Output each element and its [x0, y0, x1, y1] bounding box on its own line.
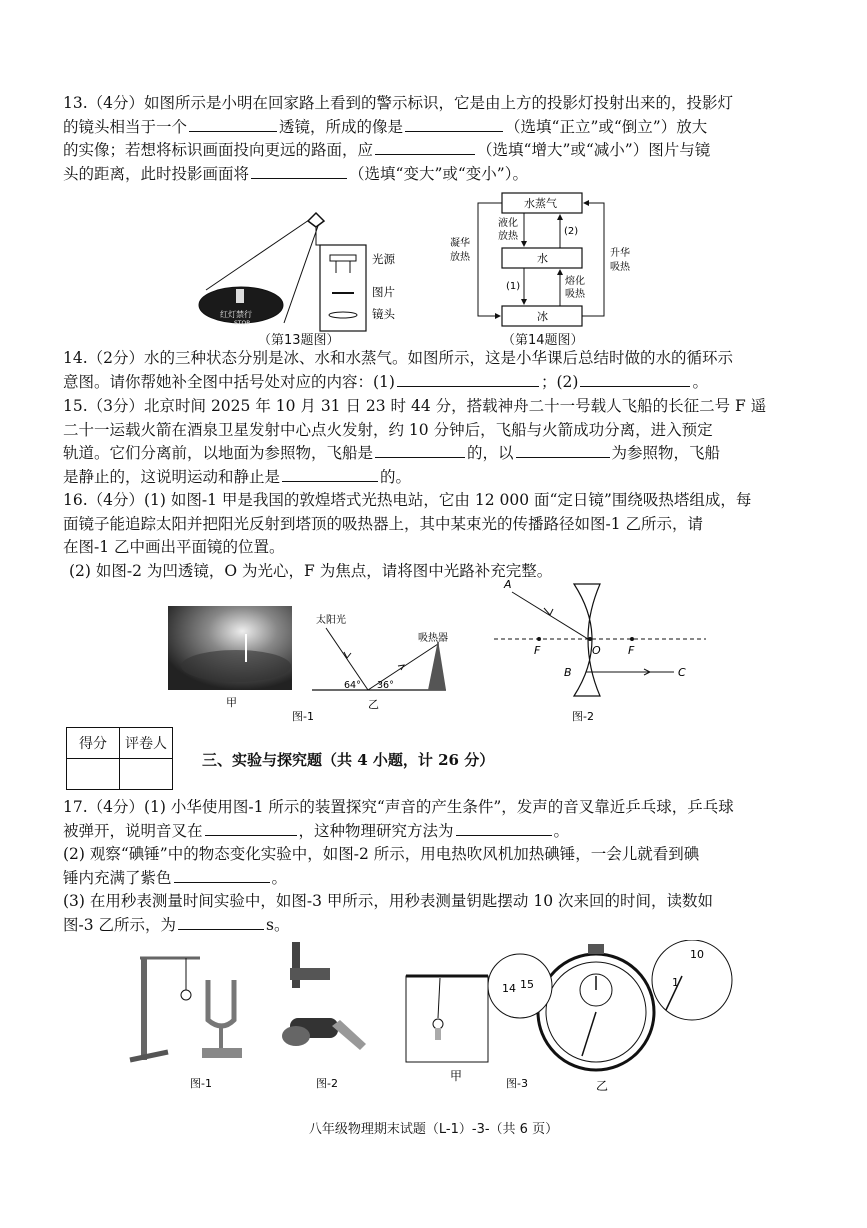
label-absorb1: 吸热	[565, 289, 585, 300]
blank[interactable]	[205, 821, 297, 836]
grader-header: 评卷人	[120, 728, 173, 759]
label-17-jia: 甲	[450, 1069, 463, 1083]
blank[interactable]	[580, 372, 690, 387]
q17-line6: 图-3 乙所示，为 s。	[63, 915, 290, 934]
label-slide: 图片	[372, 285, 395, 299]
box-ice: 冰	[537, 310, 548, 323]
dial-1: 1	[672, 976, 679, 989]
q14-line1: 14.（2分）水的三种状态分别是冰、水和水蒸气。如图所示，这是小华课后总结时做的水的循环示	[63, 349, 734, 367]
point-C: C	[678, 666, 686, 679]
q16-line3: 在图-1 乙中画出平面镜的位置。	[63, 538, 285, 556]
box-water: 水	[537, 252, 548, 265]
question-17	[63, 796, 823, 937]
q17-line1: 17.（4分）(1) 小华使用图-1 所示的装置探究“声音的产生条件”，发声的音叉靠近乒乓球，乒乓球	[63, 798, 734, 816]
q15-line2: 二十一运载火箭在酒泉卫星发射中心点火发射，约 10 分钟后，飞船与火箭成功分离，进入预定	[63, 420, 713, 439]
question-16	[63, 489, 823, 583]
point-A: A	[504, 578, 512, 591]
label-absorber: 吸热器	[418, 633, 448, 644]
score-header: 得分	[67, 728, 120, 759]
blank[interactable]	[375, 443, 465, 458]
focus-right: F	[628, 644, 635, 657]
figure-16-2	[494, 578, 714, 724]
question-15	[63, 395, 823, 489]
q14-line2: 意图。请你帮她补全图中括号处对应的内容：(1) ；(2) 。	[63, 372, 708, 391]
blank[interactable]	[516, 443, 610, 458]
caption-13: （第13题图）	[258, 333, 340, 348]
angle-36: 36°	[377, 680, 394, 691]
angle-64: 64°	[344, 680, 361, 691]
label-sunlight: 太阳光	[316, 615, 346, 626]
question-13	[63, 92, 823, 186]
label-deposition: 凝华	[450, 238, 470, 249]
q13-line4: 头的距离，此时投影画面将 （选填“变大”或“变小”）。	[63, 164, 528, 183]
q16-line2: 面镜子能追踪太阳并把阳光反射到塔顶的吸热器上，其中某束光的传播路径如图-1 乙所示，请	[63, 514, 704, 533]
q15-line4: 是静止的，这说明运动和静止是 的。	[63, 467, 412, 486]
blank[interactable]	[189, 117, 277, 132]
figure-17	[110, 940, 790, 1095]
blank[interactable]	[174, 868, 270, 883]
bracket-1: (1)	[506, 281, 521, 292]
q15-line3: 轨道。它们分离前，以地面为参照物，飞船是 的，以 为参照物，飞船	[63, 444, 721, 462]
label-absorb2: 吸热	[610, 262, 630, 273]
label-release1: 放热	[498, 231, 518, 242]
section-title: 三、实验与探究题（共 4 小题，计 26 分）	[202, 751, 495, 769]
page-footer: 八年级物理期末试题（L-1）-3-（共 6 页）	[308, 1122, 559, 1137]
label-light-source: 光源	[372, 252, 395, 266]
label-release2: 放热	[450, 252, 470, 263]
label-17-fig3: 图-3	[506, 1077, 528, 1090]
caption-14: （第14题图）	[502, 333, 584, 348]
blank[interactable]	[251, 164, 347, 179]
q13-line3: 的实像；若想将标识画面投向更远的路面，应 （选填“增大”或“减小”）图片与镜	[63, 141, 711, 159]
figure-16-1	[166, 604, 466, 724]
focus-left: F	[534, 644, 541, 657]
label-17-fig1: 图-1	[190, 1077, 212, 1090]
label-yi: 乙	[368, 698, 379, 711]
blank[interactable]	[178, 915, 264, 930]
q13-line1: 13.（4分）如图所示是小明在回家路上看到的警示标识，它是由上方的投影灯投射出来的，投影灯	[63, 94, 734, 112]
iodine-hammer-setup	[282, 942, 366, 1050]
score-cell[interactable]	[67, 759, 120, 790]
label-17-fig2: 图-2	[316, 1077, 338, 1090]
question-14	[63, 347, 823, 394]
score-table	[66, 727, 173, 790]
q13-line2: 的镜头相当于一个 透镜，所成的像是 （选填“正立”或“倒立”）放大	[63, 117, 708, 136]
sign-text: 红灯禁行	[220, 310, 252, 319]
box-vapor: 水蒸气	[524, 197, 557, 210]
stopwatch	[488, 940, 732, 1070]
point-B: B	[564, 666, 572, 679]
label-fig2: 图-2	[572, 710, 594, 723]
label-liquefy: 液化	[498, 218, 518, 229]
blank[interactable]	[397, 372, 539, 387]
key-pendulum	[406, 976, 488, 1062]
blank[interactable]	[282, 467, 378, 482]
q16-line1: 16.（4分）(1) 如图-1 甲是我国的敦煌塔式光热电站，它由 12 000 面“定日镜”围绕吸热塔组成，每	[63, 491, 752, 509]
q17-line5: (3) 在用秒表测量时间实验中，如图-3 甲所示，用秒表测量钥匙摆动 10 次来回的时间，读数如	[63, 892, 713, 910]
dial-15: 15	[520, 978, 534, 991]
q17-line2: 被弹开，说明音叉在 ，这种物理研究方法为 。	[63, 821, 570, 840]
tuning-fork-setup	[130, 958, 242, 1060]
q17-line4: 锤内充满了紫色 。	[63, 868, 288, 887]
dial-10: 10	[690, 948, 704, 961]
blank[interactable]	[405, 117, 503, 132]
grader-cell[interactable]	[120, 759, 173, 790]
blank[interactable]	[375, 140, 475, 155]
q16-line4: (2) 如图-2 为凹透镜，O 为光心，F 为焦点，请将图中光路补充完整。	[69, 561, 553, 580]
q15-line1: 15.（3分）北京时间 2025 年 10 月 31 日 23 时 44 分，搭载神舟二十一号载人飞船的长征二号 F 遥	[63, 397, 767, 415]
label-melt: 熔化	[565, 276, 585, 287]
q17-line3: (2) 观察“碘锤”中的物态变化实验中，如图-2 所示，用电热吹风机加热碘锤，一会儿就看到碘	[63, 845, 700, 863]
label-lens: 镜头	[372, 307, 395, 321]
label-fig1: 图-1	[292, 710, 314, 723]
sign-sub: STOP	[234, 320, 250, 327]
figure-14-water-cycle	[446, 188, 646, 338]
label-17-yi: 乙	[596, 1079, 609, 1093]
label-jia: 甲	[226, 696, 237, 709]
dial-14: 14	[502, 982, 516, 995]
optical-center: O	[592, 644, 601, 657]
bracket-2: (2)	[564, 226, 579, 237]
label-sublimation: 升华	[610, 248, 630, 259]
blank[interactable]	[456, 821, 552, 836]
figure-13-projector	[196, 205, 426, 345]
